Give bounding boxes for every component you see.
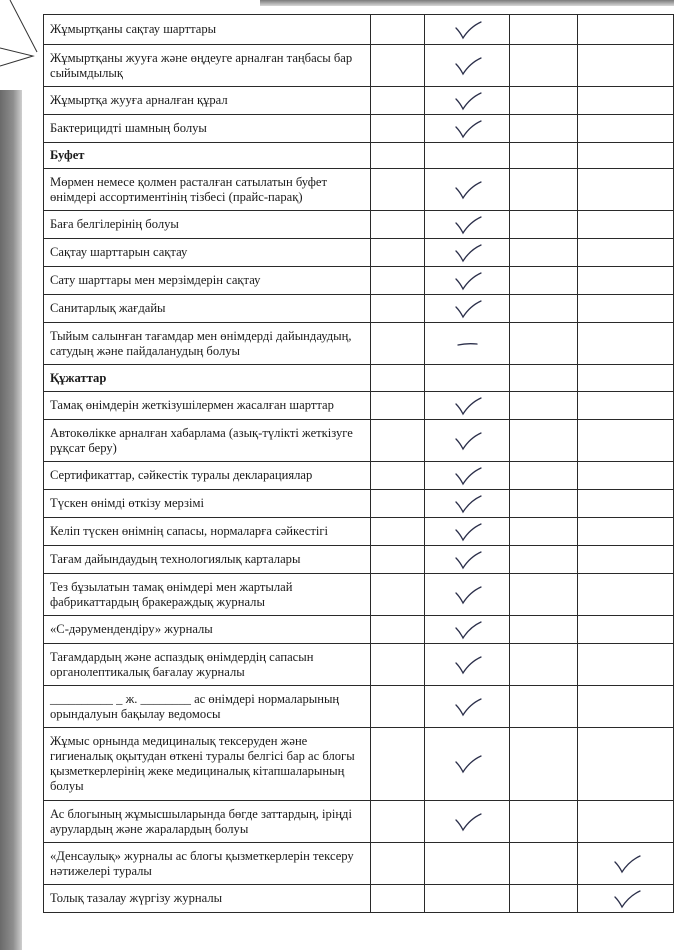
assessment-cell [370,462,425,490]
assessment-cell [509,885,577,913]
assessment-cell [577,15,673,45]
assessment-cell [370,801,425,843]
assessment-cell [509,843,577,885]
table-row [44,644,674,686]
check-mark-icon [450,811,484,833]
criterion-label: Сертификаттар, сәйкестік туралы декларациялар [44,462,371,490]
assessment-cell [509,45,577,87]
assessment-cell [425,574,510,616]
check-mark-icon [450,19,484,41]
section-title: Құжаттар [44,365,371,392]
assessment-cell [370,490,425,518]
check-mark-icon [450,753,484,775]
check-mark-icon [450,298,484,320]
table-row [44,728,674,801]
assessment-cell [370,115,425,143]
assessment-cell [370,518,425,546]
assessment-cell [509,518,577,546]
check-mark-icon [450,549,484,571]
check-mark-icon [609,888,643,910]
assessment-cell [577,728,673,801]
check-mark-icon [450,179,484,201]
check-mark-icon [450,465,484,487]
assessment-cell [577,518,673,546]
criterion-label: __________ _ ж. ________ ас өнімдері нормаларының орындалуын бақылау ведомосы [44,686,371,728]
table-row [44,211,674,239]
check-mark-icon [450,654,484,676]
assessment-cell [425,644,510,686]
scan-shadow-top [260,0,674,6]
criterion-label: «С-дәрумендендіру» журналы [44,616,371,644]
table-row [44,239,674,267]
section-title: Буфет [44,143,371,169]
assessment-cell [370,686,425,728]
table-row [44,169,674,211]
criterion-label: Келіп түскен өнімнің сапасы, нормаларға сәйкестігі [44,518,371,546]
assessment-cell [370,728,425,801]
section-header-row [44,143,674,169]
assessment-cell [577,239,673,267]
criterion-label: Сақтау шарттарын сақтау [44,239,371,267]
check-mark-icon [450,242,484,264]
assessment-cell [509,211,577,239]
assessment-cell [370,45,425,87]
assessment-cell [509,15,577,45]
table-row [44,392,674,420]
assessment-cell [370,420,425,462]
assessment-cell [370,365,425,392]
table-row [44,843,674,885]
check-mark-icon [450,395,484,417]
criterion-label: Тамақ өнімдерін жеткізушілермен жасалған шарттар [44,392,371,420]
assessment-cell [577,644,673,686]
assessment-cell [577,295,673,323]
assessment-cell [370,169,425,211]
assessment-cell [425,87,510,115]
assessment-cell [577,45,673,87]
assessment-cell [577,686,673,728]
assessment-cell [370,885,425,913]
criterion-label: Мөрмен немесе қолмен расталған сатылатын буфет өнімдері ассортиментінің тізбесі (прайс-парақ) [44,169,371,211]
check-mark-icon [450,584,484,606]
criterion-label: Жұмыс орнында медициналық тексеруден және гигиеналық оқытудан өткені туралы белгісі бар ас блогы қызметкерлерінің жеке медициналық кітапшаларының болуы [44,728,371,801]
assessment-cell [509,323,577,365]
assessment-cell [425,239,510,267]
assessment-cell [425,267,510,295]
assessment-cell [509,644,577,686]
check-mark-icon [450,493,484,515]
dash-mark [450,333,484,355]
assessment-cell [577,885,673,913]
table-row [44,462,674,490]
assessment-cell [577,323,673,365]
assessment-cell [370,239,425,267]
scan-shadow-left [0,90,22,950]
assessment-cell [425,420,510,462]
assessment-cell [577,169,673,211]
table-row [44,267,674,295]
criterion-label: Тез бұзылатын тамақ өнімдері мен жартылай фабрикаттардың бракераждық журналы [44,574,371,616]
assessment-cell [509,115,577,143]
assessment-cell [370,15,425,45]
assessment-cell [577,420,673,462]
assessment-cell [509,143,577,169]
assessment-cell [425,546,510,574]
assessment-cell [577,143,673,169]
assessment-cell [425,15,510,45]
assessment-cell [577,546,673,574]
criterion-label: Автокөлікке арналған хабарлама (азық-түлікті жеткізуге рұқсат беру) [44,420,371,462]
check-mark-icon [450,270,484,292]
criterion-label: Жұмыртқа жууға арналған құрал [44,87,371,115]
criterion-label: Жұмыртқаны жууға және өңдеуге арналған таңбасы бар сыйымдылық [44,45,371,87]
criterion-label: Баға белгілерінің болуы [44,211,371,239]
table-row [44,801,674,843]
criterion-label: Санитарлық жағдайы [44,295,371,323]
check-mark-icon [450,214,484,236]
assessment-cell [509,239,577,267]
assessment-cell [509,392,577,420]
assessment-cell [425,490,510,518]
table-row [44,323,674,365]
table-row [44,490,674,518]
assessment-cell [425,295,510,323]
assessment-cell [509,616,577,644]
assessment-cell [370,644,425,686]
assessment-cell [425,143,510,169]
assessment-cell [370,616,425,644]
assessment-cell [509,728,577,801]
table-row [44,518,674,546]
table-row [44,616,674,644]
criterion-label: Тағам дайындаудың технологиялық карталары [44,546,371,574]
criterion-label: Ас блогының жұмысшыларында бөгде заттардың, іріңді аурулардың және жаралардың болуы [44,801,371,843]
table-row [44,686,674,728]
assessment-cell [370,211,425,239]
check-mark-icon [450,55,484,77]
table-row [44,15,674,45]
criterion-label: Сату шарттары мен мерзімдерін сақтау [44,267,371,295]
assessment-cell [425,392,510,420]
assessment-cell [577,574,673,616]
assessment-cell [509,295,577,323]
table-row [44,546,674,574]
criterion-label: Жұмыртқаны сақтау шарттары [44,15,371,45]
assessment-cell [509,365,577,392]
assessment-cell [509,574,577,616]
assessment-cell [370,392,425,420]
assessment-cell [425,801,510,843]
assessment-cell [370,574,425,616]
assessment-cell [577,616,673,644]
section-header-row [44,365,674,392]
assessment-cell [425,885,510,913]
assessment-cell [577,365,673,392]
assessment-cell [370,267,425,295]
assessment-cell [370,87,425,115]
table-row [44,574,674,616]
criterion-label: Түскен өнімді өткізу мерзімі [44,490,371,518]
assessment-cell [509,686,577,728]
check-mark-icon [450,619,484,641]
assessment-cell [425,169,510,211]
assessment-cell [577,267,673,295]
assessment-cell [425,323,510,365]
assessment-cell [370,546,425,574]
assessment-cell [425,45,510,87]
assessment-cell [425,211,510,239]
check-mark-icon [450,696,484,718]
criterion-label: Тыйым салынған тағамдар мен өнімдерді дайындаудың, сатудың және пайдаланудың болуы [44,323,371,365]
check-mark-icon [450,521,484,543]
criterion-label: Бактерицидті шамның болуы [44,115,371,143]
assessment-cell [577,490,673,518]
assessment-cell [509,267,577,295]
assessment-cell [509,420,577,462]
criterion-label: Тағамдардың және аспаздық өнімдердің сапасын органолептикалық бағалау журналы [44,644,371,686]
assessment-cell [577,843,673,885]
assessment-cell [577,87,673,115]
assessment-cell [425,518,510,546]
assessment-cell [509,801,577,843]
table-row [44,295,674,323]
assessment-cell [370,295,425,323]
assessment-cell [577,392,673,420]
check-mark-icon [609,853,643,875]
check-mark-icon [450,118,484,140]
assessment-cell [425,728,510,801]
assessment-cell [425,115,510,143]
assessment-cell [425,462,510,490]
assessment-cell [370,143,425,169]
assessment-cell [425,365,510,392]
assessment-cell [370,323,425,365]
table-row [44,45,674,87]
assessment-cell [425,686,510,728]
assessment-cell [577,801,673,843]
assessment-cell [509,490,577,518]
assessment-cell [509,169,577,211]
assessment-cell [509,87,577,115]
assessment-cell [509,546,577,574]
assessment-cell [577,462,673,490]
table-row [44,885,674,913]
table-row [44,87,674,115]
criterion-label: Толық тазалау жүргізу журналы [44,885,371,913]
assessment-cell [509,462,577,490]
criterion-label: «Денсаулық» журналы ас блогы қызметкерлерін тексеру нәтижелері туралы [44,843,371,885]
check-mark-icon [450,90,484,112]
table-row [44,420,674,462]
assessment-cell [577,211,673,239]
assessment-cell [370,843,425,885]
check-mark-icon [450,430,484,452]
inspection-checklist-table [43,14,674,913]
assessment-cell [425,616,510,644]
assessment-cell [425,843,510,885]
table-row [44,115,674,143]
assessment-cell [577,115,673,143]
